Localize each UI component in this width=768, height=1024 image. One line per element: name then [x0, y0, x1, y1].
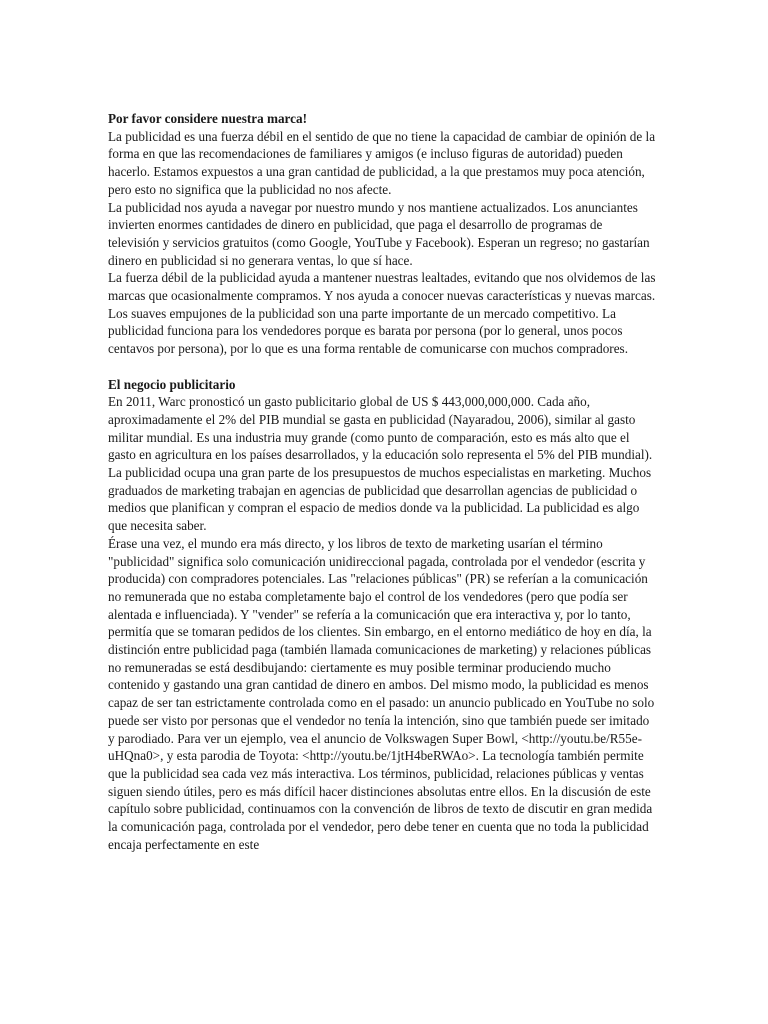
section-spacer [108, 358, 656, 376]
section-heading-negocio: El negocio publicitario [108, 376, 236, 392]
paragraph: La publicidad nos ayuda a navegar por nuestro mundo y nos mantiene actualizados. Los anunciantes invierten enormes cantidades de dinero en publicidad, que paga el desarrollo de programas de televisión y servicios gratuitos (como Google, YouTube y Facebook). Esperan un regreso; no gastarían dinero en publicidad si no generara ventas, lo que sí hace. [108, 199, 650, 268]
paragraph: En 2011, Warc pronosticó un gasto publicitario global de US $ 443,000,000,000. Cada año, aproximadamente el 2% del PIB mundial se gasta en publicidad (Nayaradou, 2006), similar al gasto militar mundial. Es una industria muy grande (como punto de comparación, esto es más alto que el gasto en agricultura en los países desarrollados, y la educación solo representa el 5% del PIB mundial). La publicidad ocupa una gran parte de los presupuestos de muchos especialistas en marketing. Muchos graduados de marketing trabajan en agencias de publicidad que desarrollan agencias de publicidad o medios que planifican y compran el espacio de medios donde va la publicidad. La publicidad es algo que necesita saber. [108, 394, 653, 534]
paragraph: La publicidad es una fuerza débil en el sentido de que no tiene la capacidad de cambiar de opinión de la forma en que las recomendaciones de familiares y amigos (e incluso figuras de autoridad) pueden hacerlo. Estamos expuestos a una gran cantidad de publicidad, a la que prestamos muy poca atención, pero esto no significa que la publicidad no nos afecte. [108, 128, 656, 197]
section-heading-marca: Por favor considere nuestra marca! [108, 111, 307, 126]
paragraph: Érase una vez, el mundo era más directo, y los libros de texto de marketing usarían el término "publicidad" significa solo comunicación unidireccional pagada, controlada por el vendedor (escrita y producida) con compradores potenciales. Las "relaciones públicas" (PR) se referían a la comunicación no remunerada que no estaba completamente bajo el control de los vendedores (pero que podía ser alentada e influenciada). Y "vender" se refería a la comunicación que era interactiva y, por lo tanto, permitía que se tomaran pedidos de los clientes. Sin embargo, en el entorno mediático de hoy en día, la distinción entre publicidad paga (también llamada comunicaciones de marketing) y relaciones públicas no remuneradas se está desdibujando: ciertamente es muy posible terminar produciendo mucho contenido y gastando una gran cantidad de dinero en ambos. Del mismo modo, la publicidad es menos capaz de ser tan estrictamente controlada como en el pasado: un anuncio publicado en YouTube no solo puede ser visto por personas que el vendedor no tenía la intención, sino que también puede ser imitado y parodiado. Para ver un ejemplo, vea el anuncio de Volkswagen Super Bowl, <http://youtu.be/R55e-uHQna0>, y esta parodia de Toyota: <http://youtu.be/1jtH4beRWAo>. La tecnología también permite que la publicidad sea cada vez más interactiva. Los términos, publicidad, relaciones públicas y ventas siguen siendo útiles, pero es más difícil hacer distinciones absolutas entre ellos. En la discusión de este capítulo sobre publicidad, continuamos con la convención de libros de texto de discutir en gran medida la comunicación paga, controlada por el vendedor, pero debe tener en cuenta que no toda la publicidad encaja perfectamente en este [108, 535, 655, 852]
paragraph: La fuerza débil de la publicidad ayuda a mantener nuestras lealtades, evitando que nos olvidemos de las marcas que ocasionalmente compramos. Y nos ayuda a conocer nuevas características y nuevas marcas. Los suaves empujones de la publicidad son una parte importante de un mercado competitivo. La publicidad funciona para los vendedores porque es barata por persona (por lo general, unos pocos centavos por persona), por lo que es una forma rentable de comunicarse con muchos compradores. [108, 270, 656, 357]
document-page [108, 110, 656, 854]
